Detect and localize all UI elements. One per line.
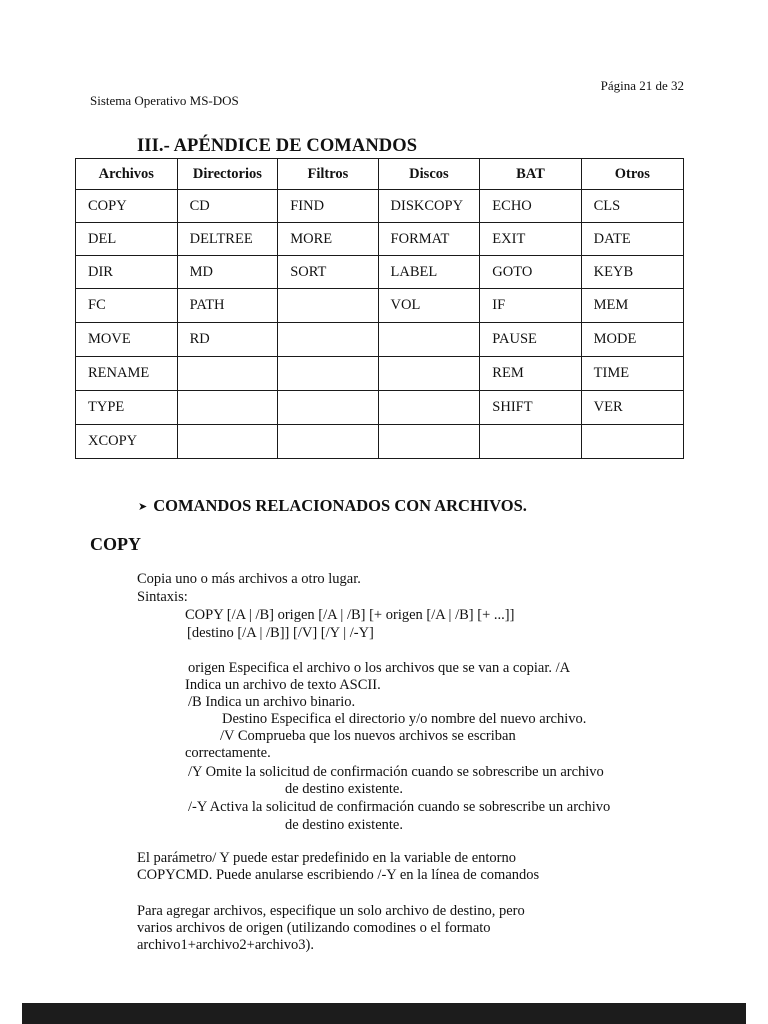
param-line: /-Y Activa la solicitud de confirmación cuando se sobrescribe un archivo: [188, 799, 611, 815]
syntax-line-1: COPY [/A | /B] origen [/A | /B] [+ origen [/A | /B] [+ ...]]: [185, 607, 515, 623]
param-line: de destino existente.: [285, 781, 403, 797]
note-line: Para agregar archivos, especifique un solo archivo de destino, pero: [137, 903, 525, 919]
table-cell: MOVE: [76, 323, 178, 357]
param-line: origen Especifica el archivo o los archivos que se van a copiar. /A: [188, 660, 571, 676]
column-header-discos: Discos: [378, 159, 480, 190]
table-cell: [177, 357, 278, 391]
section-title: III.- APÉNDICE DE COMANDOS: [137, 136, 418, 156]
table-cell: IF: [480, 289, 581, 323]
column-header-directorios: Directorios: [177, 159, 278, 190]
page-number: Página 21 de 32: [600, 78, 684, 93]
table-cell: [581, 425, 683, 459]
table-cell: [278, 357, 378, 391]
table-cell: KEYB: [581, 256, 683, 289]
table-row: [76, 391, 684, 425]
table-row: [76, 323, 684, 357]
command-heading: COPY: [90, 534, 141, 554]
commands-table: [75, 158, 684, 459]
note-line: archivo1+archivo2+archivo3).: [137, 937, 314, 953]
table-cell: REM: [480, 357, 581, 391]
table-cell: [378, 323, 480, 357]
table-cell: DIR: [76, 256, 178, 289]
table-cell: MODE: [581, 323, 683, 357]
column-header-bat: BAT: [480, 159, 581, 190]
table-cell: [177, 425, 278, 459]
table-cell: TYPE: [76, 391, 178, 425]
table-cell: [278, 425, 378, 459]
table-cell: FORMAT: [378, 223, 480, 256]
note-line: varios archivos de origen (utilizando comodines o el formato: [137, 920, 491, 936]
syntax-line-2: [destino [/A | /B]] [/V] [/Y | /-Y]: [187, 625, 374, 641]
table-cell: VOL: [378, 289, 480, 323]
table-row: [76, 190, 684, 223]
column-header-filtros: Filtros: [278, 159, 378, 190]
command-description: Copia uno o más archivos a otro lugar.: [137, 571, 361, 587]
param-line: /V Comprueba que los nuevos archivos se escriban: [220, 728, 516, 744]
table-cell: [378, 425, 480, 459]
table-row: [76, 289, 684, 323]
table-cell: CLS: [581, 190, 683, 223]
table-cell: MORE: [278, 223, 378, 256]
table-cell: [480, 425, 581, 459]
table-cell: PATH: [177, 289, 278, 323]
table-cell: MEM: [581, 289, 683, 323]
syntax-label: Sintaxis:: [137, 589, 188, 605]
table-cell: FC: [76, 289, 178, 323]
table-cell: MD: [177, 256, 278, 289]
table-cell: GOTO: [480, 256, 581, 289]
table-cell: [378, 391, 480, 425]
table-cell: DEL: [76, 223, 178, 256]
table-row: [76, 256, 684, 289]
arrowhead-bullet-icon: ➤: [138, 500, 148, 513]
column-header-otros: Otros: [581, 159, 683, 190]
table-row: [76, 357, 684, 391]
subsection-title: [138, 496, 527, 516]
column-header-archivos: Archivos: [76, 159, 178, 190]
table-cell: DATE: [581, 223, 683, 256]
table-cell: DISKCOPY: [378, 190, 480, 223]
table-cell: VER: [581, 391, 683, 425]
param-line: correctamente.: [185, 745, 271, 761]
table-cell: TIME: [581, 357, 683, 391]
table-cell: CD: [177, 190, 278, 223]
param-line: Destino Especifica el directorio y/o nombre del nuevo archivo.: [222, 711, 587, 727]
table-cell: PAUSE: [480, 323, 581, 357]
table-cell: [177, 391, 278, 425]
table-cell: [278, 391, 378, 425]
param-line: /B Indica un archivo binario.: [188, 694, 356, 710]
table-cell: [278, 323, 378, 357]
table-header-row: [76, 159, 684, 190]
param-line: /Y Omite la solicitud de confirmación cuando se sobrescribe un archivo: [188, 764, 604, 780]
table-cell: EXIT: [480, 223, 581, 256]
table-cell: COPY: [76, 190, 178, 223]
table-cell: RENAME: [76, 357, 178, 391]
table-cell: LABEL: [378, 256, 480, 289]
document-title: Sistema Operativo MS-DOS: [90, 93, 239, 108]
table-cell: SORT: [278, 256, 378, 289]
subsection-title-text: COMANDOS RELACIONADOS CON ARCHIVOS.: [153, 496, 527, 515]
table-cell: [378, 357, 480, 391]
table-cell: ECHO: [480, 190, 581, 223]
param-line: Indica un archivo de texto ASCII.: [185, 677, 381, 693]
table-row: [76, 223, 684, 256]
footer-bar: [22, 1003, 746, 1024]
table-cell: FIND: [278, 190, 378, 223]
table-cell: RD: [177, 323, 278, 357]
param-line: de destino existente.: [285, 817, 403, 833]
note-line: El parámetro/ Y puede estar predefinido en la variable de entorno: [137, 850, 516, 866]
table-cell: SHIFT: [480, 391, 581, 425]
table-cell: [278, 289, 378, 323]
note-line: COPYCMD. Puede anularse escribiendo /-Y en la línea de comandos: [137, 867, 540, 883]
table-cell: DELTREE: [177, 223, 278, 256]
table-cell: XCOPY: [76, 425, 178, 459]
table-row: [76, 425, 684, 459]
